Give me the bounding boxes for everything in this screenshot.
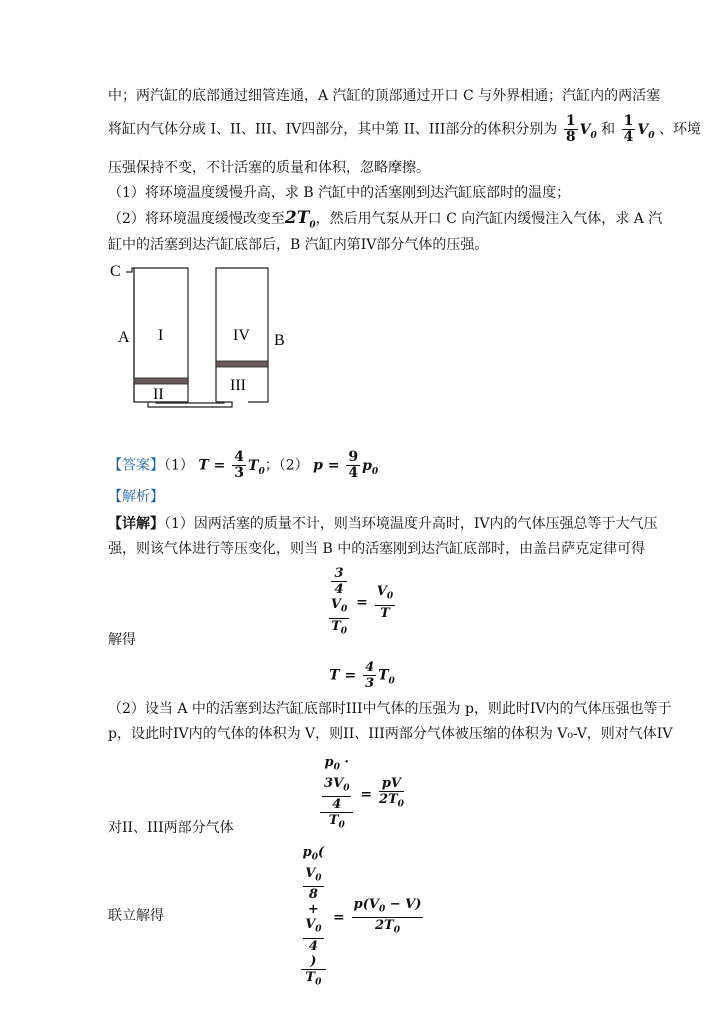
- label-region-4: IV: [233, 327, 250, 344]
- problem-line-2-text: 将缸内气体分成 I、II、III、IV四部分，其中第 II、III部分的体积分别为: [108, 121, 558, 138]
- cylinder-diagram: [100, 262, 300, 412]
- question-2-text-cont: ，然后用气泵从开口 C 向汽缸内缓慢注入气体，求 A 汽: [315, 211, 663, 227]
- detail-line-6: 联立解得: [108, 908, 164, 924]
- solve-label-1: 解得: [108, 632, 136, 648]
- problem-line-2: 将缸内气体分成 I、II、III、IV四部分，其中第 II、III部分的体积分别为 $\frac{1}{8}$ $V_0$ 和 $\frac{1}{4}$ $V_0$ 、环境: [108, 113, 701, 145]
- label-b: B: [274, 332, 285, 349]
- question-1: （1）将环境温度缓慢升高，求 B 汽缸中的活塞刚到达汽缸底部时的温度；: [108, 185, 571, 201]
- equation-1: 3 4 $V_0$ $T_0$ = $\frac{V_0}{T}$: [330, 566, 394, 637]
- problem-line-2-and: 和: [601, 121, 616, 138]
- problem-line-3: 压强保持不变，不计活塞的质量和体积，忽略摩擦。: [108, 160, 430, 176]
- question-2-text: （2）将环境温度缓慢改变至: [108, 211, 285, 227]
- piston-b: [216, 361, 268, 367]
- problem-line-1: 中；两汽缸的底部通过细管连通，A 汽缸的顶部通过开口 C 与外界相通；汽缸内的两活塞: [108, 88, 661, 104]
- detail-text-1: （1）因两活塞的质量不计，则当环境温度升高时，IV内的气体压强总等于大气压: [164, 516, 658, 532]
- question-2-line-2: 缸中的活塞到达汽缸底部后，B 汽缸内第IV部分气体的压强。: [108, 237, 489, 253]
- equation-4: $p_0$( $V_0$ 8 + $V_0$ 4 ) $T_0$ = $\frac{p(V_0 - V)}{2T_0}$: [302, 845, 422, 988]
- temperature-2t0: $2T_0$: [284, 208, 316, 231]
- question-2-line-1: [108, 208, 662, 235]
- label-region-3: III: [230, 377, 246, 394]
- answer-tag: 【答案】: [108, 457, 164, 474]
- detail-line-2: 强，则该气体进行等压变化，则当 B 中的活塞刚到达汽缸底部时，由盖吕萨克定律可得: [108, 541, 646, 557]
- answer-separator: ；（2）: [264, 457, 309, 474]
- label-a: A: [118, 329, 130, 346]
- answer-line: 【答案】（1） T = $\frac{4}{3}$ $T_0$；（2） p = $\frac{9}{4}$ $p_0$: [108, 449, 379, 481]
- detail-tag: 【详解】: [108, 516, 164, 532]
- analysis-tag: 【解析】: [108, 489, 164, 505]
- label-c: C: [110, 263, 121, 280]
- detail-line-1: [108, 514, 658, 534]
- label-region-1: I: [158, 327, 164, 344]
- fraction-one-quarter-v0: $\frac{1}{4}$: [623, 113, 634, 145]
- equation-3: $p_0$ · $3V_0$ 4 $T_0$ = $\frac{pV}{2T_0}$: [0, 755, 724, 834]
- answer-part-1: （1）: [164, 457, 194, 474]
- equation-2: T = $\frac{4}{3}$ $T_0$: [329, 660, 395, 691]
- detail-line-4: p，设此时IV内的气体的体积为 V，则II、III两部分气体被压缩的体积为 V₀-V，则对气体IV: [108, 726, 673, 742]
- problem-line-2-end: 、环境: [658, 121, 701, 138]
- detail-line-3: （2）设当 A 中的活塞到达汽缸底部时III中气体的压强为 p，则此时IV内的气体压强也等于: [108, 701, 672, 717]
- piston-a: [134, 378, 188, 384]
- label-region-2: II: [153, 386, 164, 403]
- fraction-one-eighth-v0: $\frac{1}{8}$: [565, 113, 576, 145]
- detail-line-5: 对II、III两部分气体: [108, 820, 234, 836]
